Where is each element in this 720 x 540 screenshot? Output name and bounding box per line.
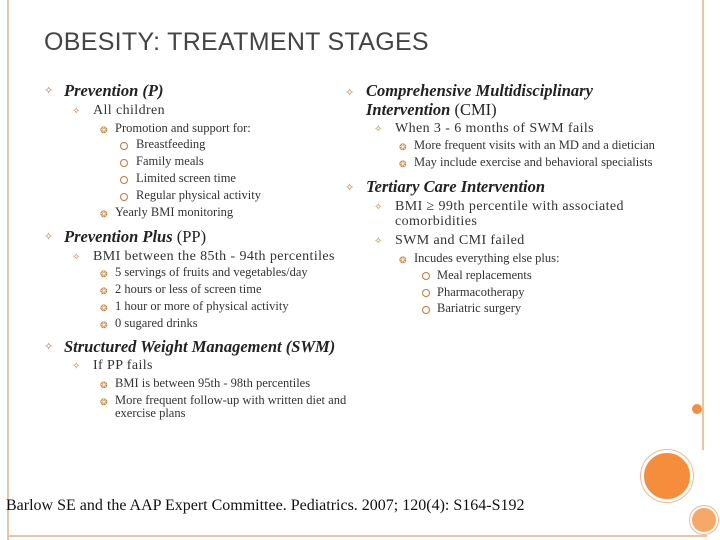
prevention-subitem: Limited screen time — [136, 171, 236, 185]
circle-bullet-icon — [422, 272, 430, 280]
prevention-heading: Prevention (P) — [64, 81, 164, 100]
swm-item: More frequent follow-up with written diet and — [115, 393, 347, 407]
prevention-sub: All children — [93, 103, 166, 118]
bullet-icon: ✧ — [374, 124, 383, 135]
swm-heading: Structured Weight Management (SWM) — [64, 337, 336, 356]
decor-circle-large — [641, 450, 693, 502]
circle-bullet-icon — [120, 176, 128, 184]
bullet-icon: ❂ — [100, 209, 108, 219]
bullet-icon: ✧ — [72, 106, 81, 117]
tertiary-sub: BMI ≥ 99th percentile with associated — [395, 199, 624, 214]
decor-dot-tiny — [692, 404, 702, 414]
prevention-subitem: Breastfeeding — [136, 137, 206, 151]
prevention-plus-item: 2 hours or less of screen time — [115, 282, 262, 296]
circle-bullet-icon — [422, 306, 430, 314]
citation: Barlow SE and the AAP Expert Committee. Pediatrics. 2007; 120(4): S164-S192 — [6, 497, 525, 514]
bullet-icon: ✧ — [374, 236, 383, 247]
prevention-item: Promotion and support for: — [115, 121, 251, 135]
bullet-icon: ❂ — [399, 142, 407, 152]
cmi-sub: When 3 - 6 months of SWM fails — [395, 121, 595, 136]
bullet-icon: ❂ — [100, 380, 108, 390]
prevention-plus-heading: Prevention Plus (PP) — [64, 227, 207, 246]
prevention-plus-item: 5 servings of fruits and vegetables/day — [115, 265, 308, 279]
bullet-icon: ❂ — [399, 159, 407, 169]
circle-bullet-icon — [120, 142, 128, 150]
frame-bottom-line — [7, 535, 707, 537]
prevention-plus-sub: BMI between the 85th - 94th percentiles — [93, 249, 335, 264]
bullet-icon: ❂ — [100, 125, 108, 135]
prevention-subitem: Family meals — [136, 154, 204, 168]
bullet-icon: ✧ — [44, 341, 54, 353]
tertiary-subitem: Meal replacements — [437, 268, 532, 282]
tertiary-sub: SWM and CMI failed — [395, 233, 525, 248]
swm-item: BMI is between 95th - 98th percentiles — [115, 376, 311, 390]
cmi-item: More frequent visits with an MD and a dietician — [414, 138, 655, 152]
frame-left-line — [7, 0, 9, 540]
bullet-icon: ✧ — [345, 87, 355, 99]
bullet-icon: ✧ — [72, 361, 81, 372]
swm-item-continued: exercise plans — [115, 406, 186, 420]
bullet-icon: ❂ — [100, 286, 108, 296]
tertiary-heading: Tertiary Care Intervention — [366, 177, 546, 196]
bullet-icon: ✧ — [44, 85, 54, 97]
bullet-icon: ❂ — [100, 320, 108, 330]
bullet-icon: ✧ — [374, 202, 383, 213]
bullet-icon: ✧ — [44, 231, 54, 243]
bullet-icon: ❂ — [100, 269, 108, 279]
cmi-heading-line1: Comprehensive Multidisciplinary — [366, 81, 593, 100]
prevention-subitem: Regular physical activity — [136, 188, 261, 202]
tertiary-item: Incudes everything else plus: — [414, 251, 560, 265]
tertiary-subitem: Bariatric surgery — [437, 301, 522, 315]
cmi-item: May include exercise and behavioral specialists — [414, 155, 653, 169]
swm-sub: If PP fails — [93, 358, 153, 373]
tertiary-subitem: Pharmacotherapy — [437, 285, 525, 299]
frame-right-line — [702, 0, 704, 450]
prevention-plus-item: 0 sugared drinks — [115, 316, 198, 330]
slide-title: OBESITY: TREATMENT STAGES — [44, 28, 429, 56]
bullet-icon: ✧ — [72, 252, 81, 263]
tertiary-sub-continued: comorbidities — [395, 214, 478, 229]
prevention-item: Yearly BMI monitoring — [115, 205, 234, 219]
circle-bullet-icon — [120, 159, 128, 167]
prevention-plus-item: 1 hour or more of physical activity — [115, 299, 289, 313]
circle-bullet-icon — [120, 193, 128, 201]
bullet-icon: ❂ — [100, 397, 108, 407]
bullet-icon: ❂ — [399, 255, 407, 265]
decor-circle-small — [690, 506, 718, 534]
circle-bullet-icon — [422, 289, 430, 297]
bullet-icon: ✧ — [345, 182, 355, 194]
bullet-icon: ❂ — [100, 303, 108, 313]
cmi-heading-line2: Intervention (CMI) — [366, 100, 497, 119]
